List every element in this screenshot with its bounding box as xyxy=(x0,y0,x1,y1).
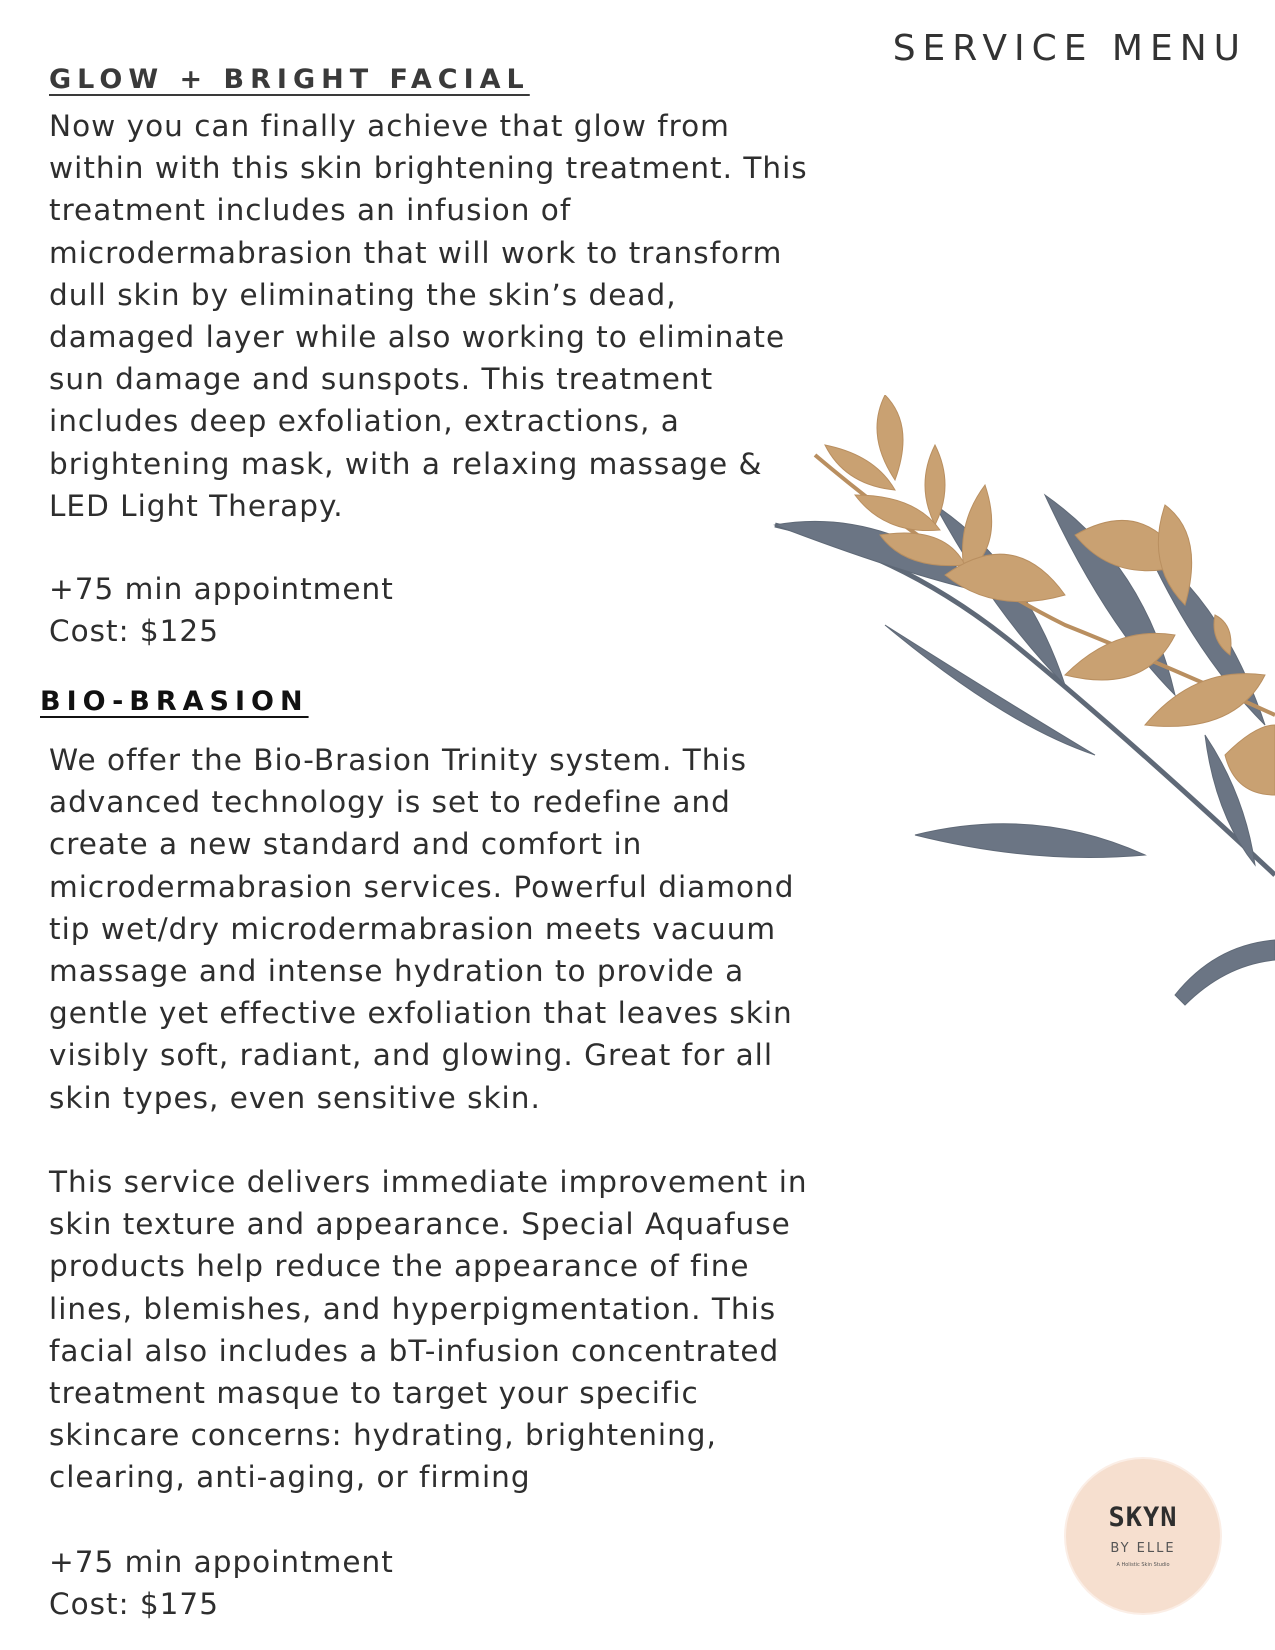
bio-brasion-pricing xyxy=(49,1541,879,1625)
text-line: dull skin by eliminating the skin’s dead, xyxy=(49,277,677,312)
text-line: sun damage and sunspots. This treatment xyxy=(49,362,714,397)
text-line: skin types, even sensitive skin. xyxy=(49,1080,541,1115)
text-line: LED Light Therapy. xyxy=(49,488,344,523)
section-heading-glow-bright: GLOW + BRIGHT FACIAL xyxy=(49,64,530,95)
bio-brasion-duration: +75 min appointment xyxy=(49,1545,394,1579)
gold-leaves xyxy=(815,395,1275,795)
text-line: lines, blemishes, and hyperpigmentation. This xyxy=(49,1291,777,1326)
botanical-leaves-illustration xyxy=(765,395,1275,1075)
text-line: damaged layer while also working to eliminate xyxy=(49,320,786,355)
glow-bright-duration: +75 min appointment xyxy=(49,572,394,606)
page-title: SERVICE MENU xyxy=(892,28,1247,69)
text-line: create a new standard and comfort in xyxy=(49,827,643,862)
text-line: within with this skin brightening treatment. This xyxy=(49,151,808,186)
text-line: visibly soft, radiant, and glowing. Great for all xyxy=(49,1038,774,1073)
text-line: clearing, anti-aging, or firming xyxy=(49,1460,531,1495)
text-line: includes deep exfoliation, extractions, a xyxy=(49,404,680,439)
text-line: Now you can finally achieve that glow from xyxy=(49,109,730,143)
text-line: massage and intense hydration to provide a xyxy=(49,954,745,989)
text-line: This service delivers immediate improvement in xyxy=(49,1165,808,1199)
text-line: treatment masque to target your specific xyxy=(49,1376,699,1411)
text-line: microdermabrasion that will work to transform xyxy=(49,235,783,270)
glow-bright-cost: Cost: $125 xyxy=(49,614,219,649)
text-line: tip wet/dry microdermabrasion meets vacuum xyxy=(49,911,777,946)
text-line: skincare concerns: hydrating, brightening, xyxy=(49,1418,717,1453)
bio-brasion-details xyxy=(49,1161,879,1499)
text-line: facial also includes a bT-infusion concentrated xyxy=(49,1333,780,1368)
glow-bright-pricing xyxy=(49,568,879,652)
text-line: microdermabrasion services. Powerful diamond xyxy=(49,869,795,904)
glow-bright-description xyxy=(49,105,879,527)
text-line: We offer the Bio-Brasion Trinity system. This xyxy=(49,743,747,777)
text-line: treatment includes an infusion of xyxy=(49,193,572,228)
text-line: brightening mask, with a relaxing massage & xyxy=(49,446,763,481)
text-line: advanced technology is set to redefine and xyxy=(49,785,731,820)
skyn-by-elle-logo xyxy=(1066,1459,1220,1613)
logo-tagline: A Holistic Skin Studio xyxy=(1116,1562,1170,1568)
text-line: skin texture and appearance. Special Aquafuse xyxy=(49,1207,791,1242)
logo-subtitle: BY ELLE xyxy=(1110,1541,1176,1556)
section-heading-bio-brasion: BIO-BRASION xyxy=(40,686,309,717)
text-line: gentle yet effective exfoliation that leaves skin xyxy=(49,996,793,1031)
bio-brasion-description xyxy=(49,739,879,1119)
bio-brasion-cost: Cost: $175 xyxy=(49,1587,219,1622)
text-line: products help reduce the appearance of fine xyxy=(49,1249,750,1284)
logo-name: SKYN xyxy=(1108,1502,1178,1533)
